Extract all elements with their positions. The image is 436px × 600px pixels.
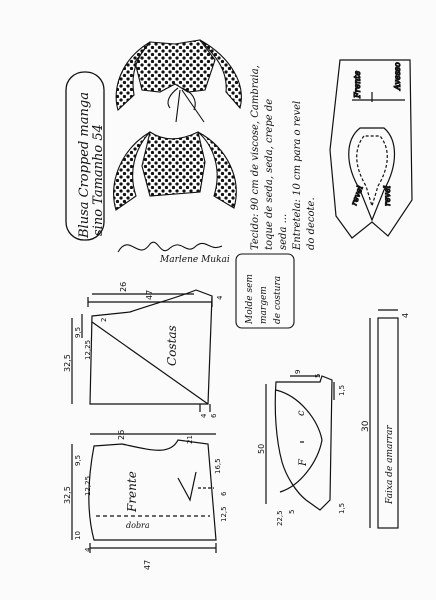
frente-width-value: 47 [143,559,152,570]
frente-fold-label: dobra [126,521,150,530]
signature-text: Marlene Mukai [160,255,230,265]
seam-note-line-2: margem [259,286,269,324]
costas-label: Costas [165,325,179,366]
costas-width-value: 47 [145,289,154,300]
faixa-width-value: 4 [401,312,410,318]
costas-height-value: 32,5 [63,354,72,372]
seam-note-line-3: de costura [273,275,283,324]
frente-bottom-value: 12,5 [220,506,228,522]
frente-label: Frente [125,471,139,512]
frente-neck-value: 9,5 [74,454,82,466]
manga-top-b-value: 5 [314,373,322,378]
costas-armhole-value: 12,25 [84,339,92,360]
fabric-note-line-4: Entretela: 10 cm para o revel [292,100,303,250]
revel-facing-diagram [330,60,412,238]
manga-label-f: F [298,459,309,466]
frente-dart-value: 16,5 [214,458,222,474]
manga-right-value: 1,5 [338,384,346,396]
costas-top-value: 26 [119,281,128,292]
fabric-note-line-2: toque de seda, seda, crepe de [264,98,275,250]
costas-shoulder-value: 2 [100,317,108,322]
pattern-piece-manga [266,373,334,510]
revel-label-front: Frente [353,70,362,98]
costas-dim-bottom [200,404,210,412]
manga-curve [276,390,322,492]
costas-side-a-value: 4 [216,295,224,300]
title-block [66,72,106,240]
frente-dart [178,472,196,500]
frente-small-value: 4 [84,547,92,552]
manga-bottom-b-value: 5 [288,509,296,514]
signature-block [118,242,230,265]
signature-stroke [118,242,222,252]
blouse-illustration [114,40,242,210]
frente-top-value: 26 [117,429,126,440]
manga-label-c: c [296,410,307,416]
seam-note [236,254,294,328]
faixa-label: Faixa de amarrar [385,425,395,504]
manga-bottom-c-value: 1,5 [338,502,346,514]
fabric-note-line-5: do decote. [306,197,317,250]
title-line-2: sino Tamanho 54 [91,124,106,236]
frente-dart-width-value: 6 [220,491,228,496]
costas-side-b-value: 4 [200,413,208,418]
manga-height-value: 50 [257,443,266,454]
frente-labels [63,430,228,570]
fabric-note-line-3: seda ... [278,213,289,250]
manga-labels [257,370,346,526]
revel-label-left: revel [349,184,365,207]
faixa-labels [361,313,410,505]
costas-outline [90,290,212,404]
manga-bottom-a-value: 22,5 [276,510,284,526]
faixa-length-value: 30 [361,420,371,432]
revel-label-right: revel [383,185,392,206]
bow-tie [168,88,204,122]
title-line-1: Blusa Cropped manga [77,92,92,238]
fabric-note-line-1: Tecido: 90 cm de viscose, Cambraia, [250,65,261,250]
manga-outline [275,373,332,510]
frente-armhole-value: 12,25 [84,475,92,496]
fabric-note [250,65,317,251]
blouse-back-body [135,40,215,92]
blouse-front-body [142,132,205,196]
frente-height-value: 32,5 [63,486,72,504]
costas-grainline [92,322,208,404]
seam-note-line-1: Molde sem [245,274,255,324]
costas-neck-value: 9,5 [74,326,82,338]
manga-top-value: 9 [294,369,302,374]
frente-outline [89,440,216,540]
revel-label-back: Avesso [393,62,402,90]
pattern-piece-frente [72,434,216,553]
frente-shoulder-value: 21 [186,435,194,444]
pattern-piece-costas [72,290,212,412]
costas-side-c-value: 6 [210,413,218,418]
frente-left-value: 10 [74,531,82,540]
